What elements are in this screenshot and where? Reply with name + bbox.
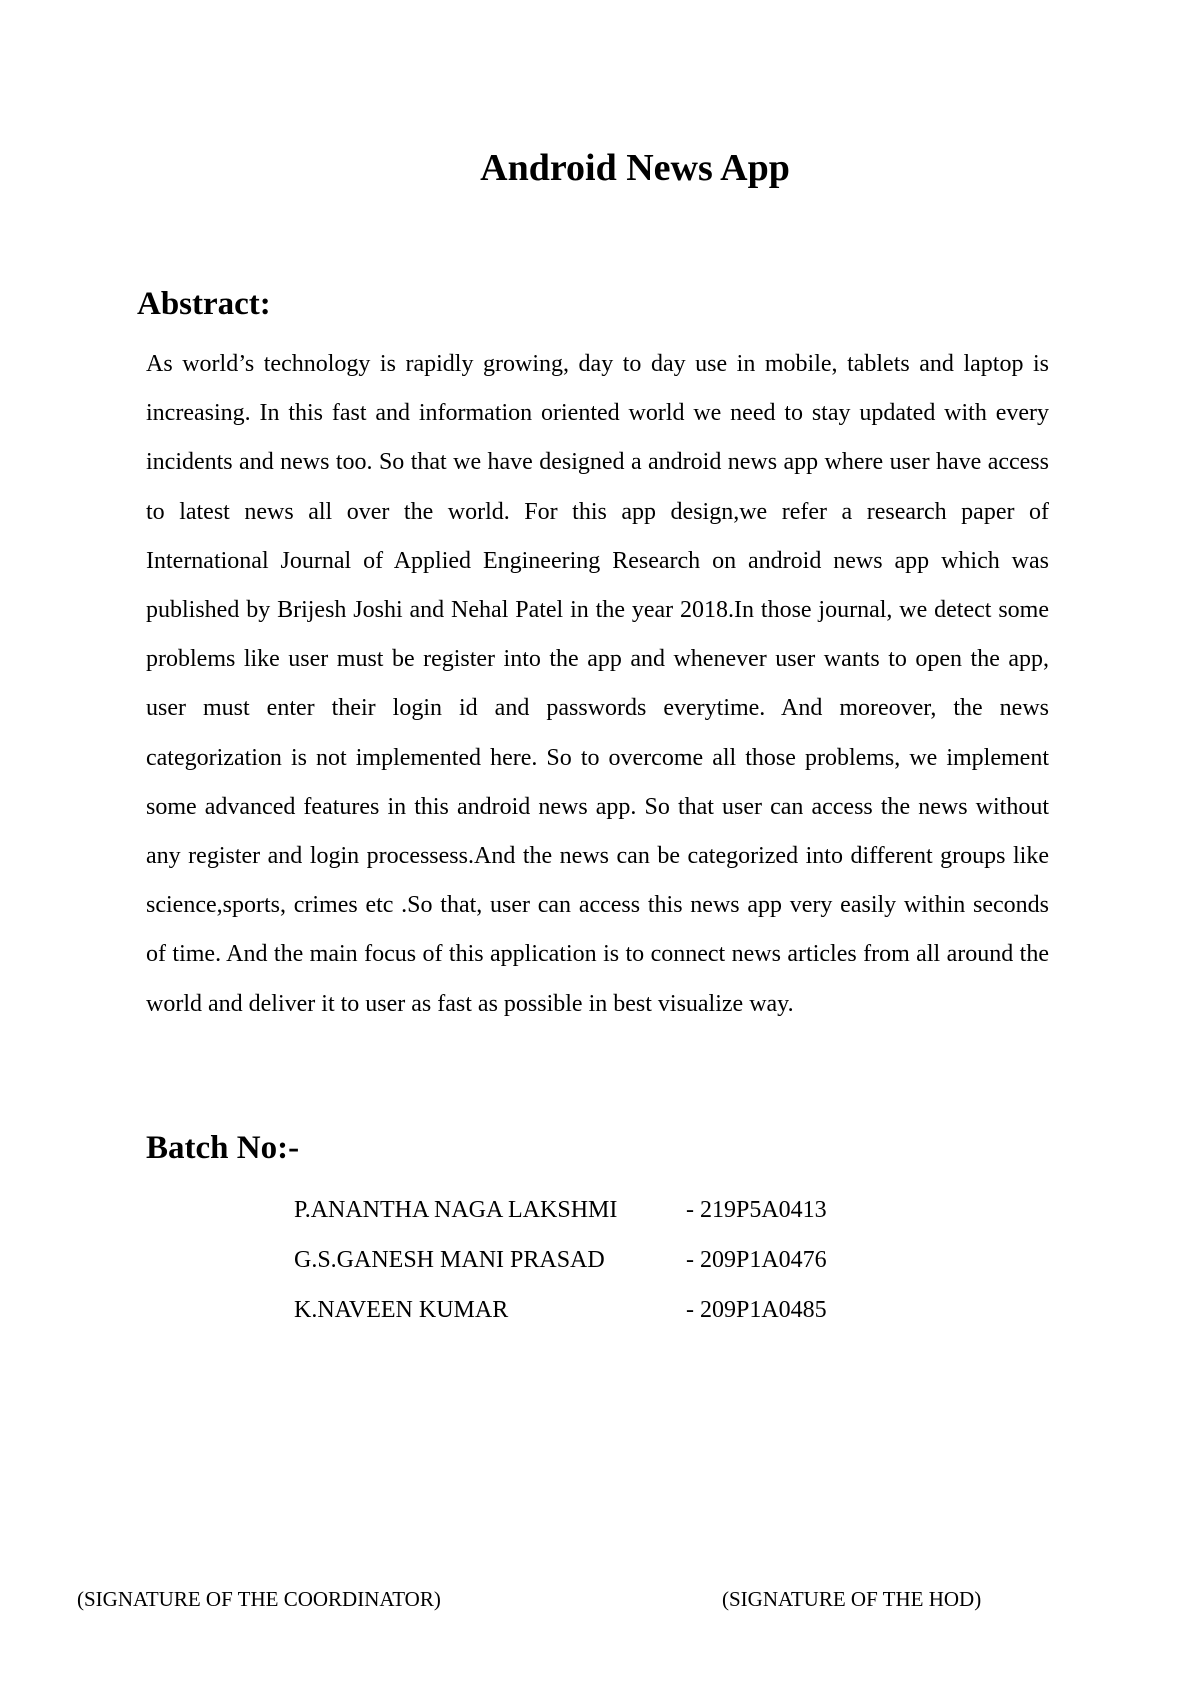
member-id: - 209P1A0485 bbox=[686, 1296, 827, 1323]
member-row bbox=[294, 1285, 994, 1335]
member-name: P.ANANTHA NAGA LAKSHMI bbox=[294, 1196, 618, 1223]
page-title: Android News App bbox=[480, 147, 790, 189]
member-id: - 209P1A0476 bbox=[686, 1246, 827, 1273]
member-name: G.S.GANESH MANI PRASAD bbox=[294, 1246, 605, 1273]
abstract-heading: Abstract: bbox=[137, 286, 271, 322]
coordinator-signature-label: (SIGNATURE OF THE COORDINATOR) bbox=[77, 1587, 441, 1611]
abstract-paragraph: As world’s technology is rapidly growing, day to day use in mobile, tablets and laptop is increasing. In this fast and information oriented world we need to stay updated with every incidents and news too. So that we have designed a android news app where user have access to latest news all over the world. For this app design,we refer a research paper of International Journal of Applied Engineering Research on android news app which was published by Brijesh Joshi and Nehal Patel in the year 2018.In those journal, we detect some problems like user must be register into the app and whenever user wants to open the app, user must enter their login id and passwords everytime. And moreover, the news categorization is not implemented here. So to overcome all those problems, we implement some advanced features in this android news app. So that user can access the news without any register and login processess.And the news can be categorized into different groups like science,sports, crimes etc .So that, user can access this news app very easily within seconds of time. And the main focus of this application is to connect news articles from all around the world and deliver it to user as fast as possible in best visualize way. bbox=[146, 351, 1049, 1017]
hod-signature-label: (SIGNATURE OF THE HOD) bbox=[722, 1587, 982, 1611]
batch-heading: Batch No:- bbox=[146, 1130, 300, 1166]
member-id: - 219P5A0413 bbox=[686, 1196, 827, 1223]
member-row bbox=[294, 1235, 994, 1285]
member-list bbox=[294, 1185, 994, 1335]
member-name: K.NAVEEN KUMAR bbox=[294, 1296, 509, 1323]
member-row bbox=[294, 1185, 994, 1235]
